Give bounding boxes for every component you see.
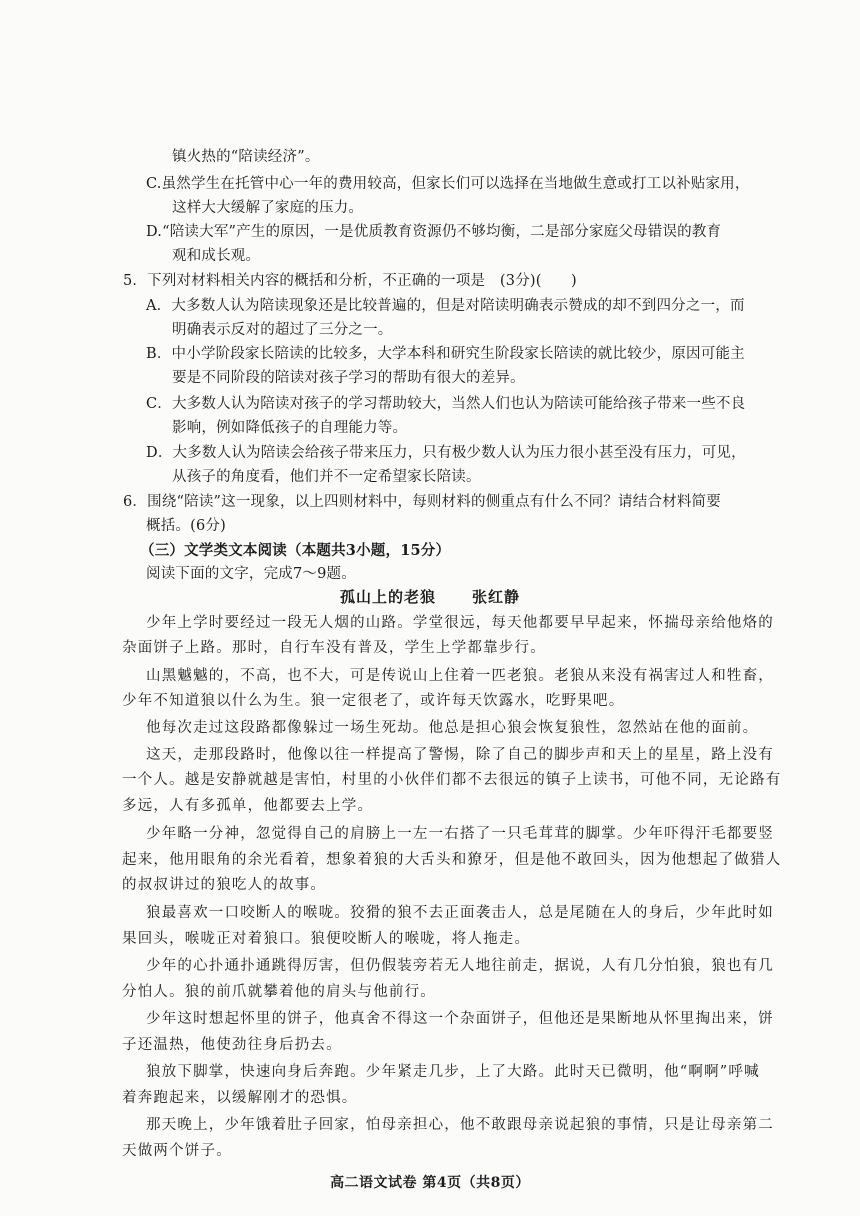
- q5-option-b-line-1: B．中小学阶段家长陪读的比较多，大学本科和研究生阶段家长陪读的就比较少，原因可能主: [146, 346, 745, 362]
- story-paragraph: 天做两个饼子。: [122, 1143, 232, 1159]
- story-paragraph: 少年这时想起怀里的饼子，他真舍不得这一个杂面饼子，但他还是果断地从怀里掏出来，饼: [146, 1011, 774, 1027]
- story-title: 孤山上的老狼: [339, 588, 436, 606]
- question-6-line-2: 概括。(6分): [146, 518, 226, 534]
- story-paragraph: 分怕人。狼的前爪就攀着他的肩头与他前行。: [122, 984, 436, 1000]
- story-paragraph: 这天，走那段路时，他像以往一样提高了警惕，除了自己的脚步声和天上的星星，路上没有: [146, 747, 774, 763]
- option-d-line-2: 观和成长观。: [172, 248, 261, 264]
- reading-instruction: 阅读下面的文字，完成7～9题。: [146, 566, 356, 582]
- q5-option-d-line-2: 从孩子的角度看，他们并不一定希望家长陪读。: [172, 469, 481, 485]
- story-paragraph: 少年的心扑通扑通跳得厉害，但仍假装旁若无人地往前走，据说，人有几分怕狼，狼也有几: [146, 958, 774, 974]
- option-d-line-1: D.“陪读大军”产生的原因，一是优质教育资源仍不够均衡，二是部分家庭父母错误的教育: [146, 224, 722, 240]
- story-paragraph: 少年不知道狼以什么为生。狼一定很老了，或许每天饮露水，吃野果吧。: [122, 693, 625, 709]
- story-paragraph: 少年略一分神，忽觉得自己的肩膀上一左一右搭了一只毛茸茸的脚掌。少年吓得汗毛都要竖: [146, 826, 774, 842]
- story-paragraph: 杂面饼子上路。那时，自行车没有普及，学生上学都靠步行。: [122, 640, 546, 656]
- q5-option-c-line-2: 影响，例如降低孩子的自理能力等。: [172, 420, 408, 436]
- story-paragraph: 多远，人有多孤单，他都要去上学。: [122, 798, 374, 814]
- story-paragraph: 他每次走过这段路都像躲过一场生死劫。他总是担心狼会恢复狼性，忽然站在他的面前。: [146, 720, 759, 736]
- story-paragraph: 果回头，喉咙正对着狼口。狼便咬断人的喉咙，将人拖走。: [122, 931, 531, 947]
- option-c-line-2: 这样大大缓解了家庭的压力。: [172, 200, 364, 216]
- story-paragraph: 山黑魆魆的，不高，也不大，可是传说山上住着一匹老狼。老狼从来没有祸害过人和牲畜，: [146, 668, 774, 684]
- story-paragraph: 子还温热，他使劲往身后扔去。: [122, 1037, 342, 1053]
- story-paragraph: 的叔叔讲过的狼吃人的故事。: [122, 877, 327, 893]
- option-b-continuation: 镇火热的“陪读经济”。: [172, 149, 320, 165]
- question-5: 5．下列对材料相关内容的概括和分析，不正确的一项是 (3分)( ): [123, 273, 577, 289]
- story-author: 张红静: [472, 588, 521, 606]
- q5-option-a-line-1: A．大多数人认为陪读现象还是比较普遍的，但是对陪读明确表示赞成的却不到四分之一，而: [146, 298, 745, 314]
- page-footer: 高二语文试卷 第4页（共8页）: [330, 1175, 530, 1191]
- question-6-line-1: 6．围绕“陪读”这一现象，以上四则材料中，每则材料的侧重点有什么不同？请结合材料简要: [123, 494, 721, 510]
- option-c-line-1: C.虽然学生在托管中心一年的费用较高，但家长们可以选择在当地做生意或打工以补贴家用，: [146, 176, 750, 192]
- story-paragraph: 狼最喜欢一口咬断人的喉咙。狡猾的狼不去正面袭击人，总是尾随在人的身后，少年此时如: [146, 905, 774, 921]
- story-paragraph: 少年上学时要经过一段无人烟的山路。学堂很远，每天他都要早早起来，怀揣母亲给他烙的: [146, 615, 774, 631]
- story-paragraph: 着奔跑起来，以缓解刚才的恐惧。: [122, 1090, 358, 1106]
- story-paragraph: 起来，他用眼角的余光看着，想象着狼的大舌头和獠牙，但是他不敢回头，因为他想起了做猎人: [122, 852, 782, 868]
- q5-option-c-line-1: C．大多数人认为陪读对孩子的学习帮助较大，当然人们也认为陪读可能给孩子带来一些不良: [146, 396, 746, 412]
- story-paragraph: 一个人。越是安静就越是害怕，村里的小伙伴们都不去很远的镇子上读书，可他不同，无论路有: [122, 772, 782, 788]
- q5-option-d-line-1: D．大多数人认为陪读会给孩子带来压力，只有极少数人认为压力很小甚至没有压力，可见，: [146, 445, 746, 461]
- section-heading: （三）文学类文本阅读（本题共3小题，15分）: [140, 542, 451, 559]
- story-paragraph: 狼放下脚掌，快速向身后奔跑。少年紧走几步，上了大路。此时天已微明，他“啊啊”呼喊: [146, 1064, 760, 1080]
- q5-option-a-line-2: 明确表示反对的超过了三分之一。: [172, 322, 393, 338]
- q5-option-b-line-2: 要是不同阶段的陪读对孩子学习的帮助有很大的差异。: [172, 370, 525, 386]
- story-title-row: [0, 586, 860, 607]
- story-paragraph: 那天晚上，少年饿着肚子回家，怕母亲担心，他不敢跟母亲说起狼的事情，只是让母亲第二: [146, 1117, 774, 1133]
